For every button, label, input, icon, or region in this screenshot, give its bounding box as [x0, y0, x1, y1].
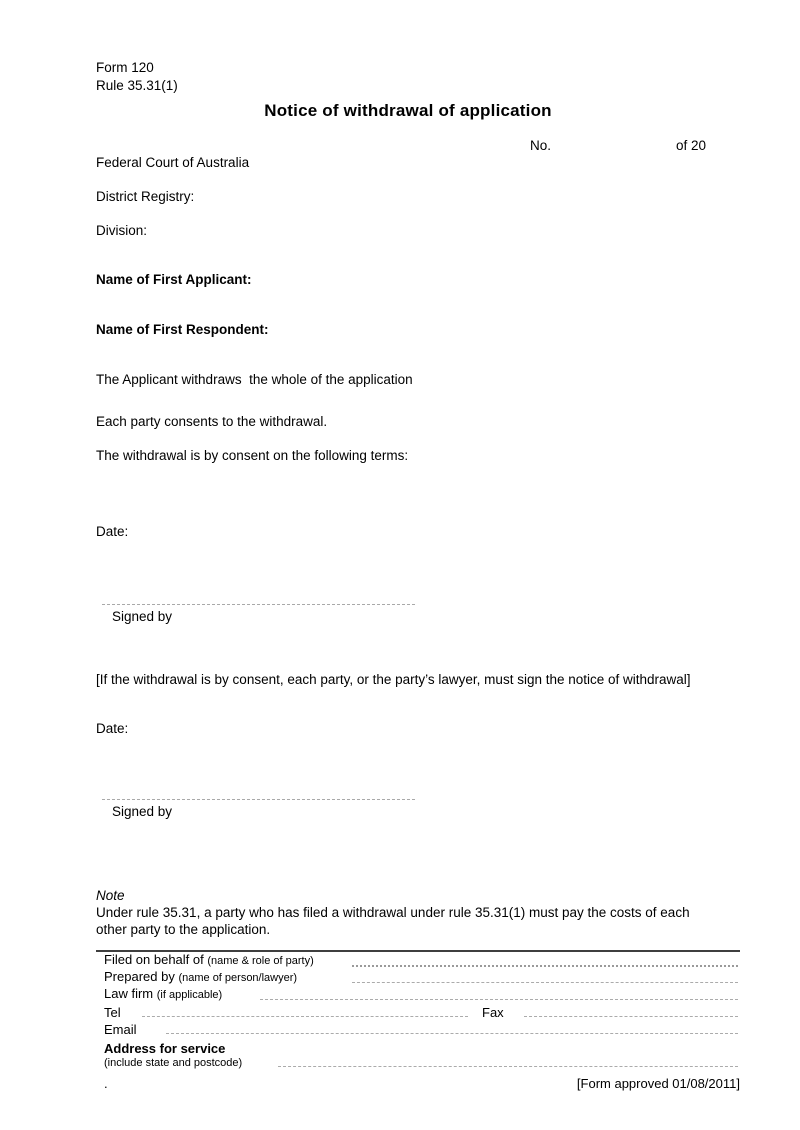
address-for-service-label-text: Address for service: [104, 1041, 226, 1056]
court-name: Federal Court of Australia: [96, 155, 250, 170]
prepared-by-hint: (name of person/lawyer): [178, 972, 298, 984]
address-for-service-label: [96, 1042, 272, 1070]
footer-table: [96, 950, 740, 1090]
consent-signing-note: [If the withdrawal is by consent, each party, or the party’s lawyer, must sign the notice of withdrawal]: [96, 672, 691, 687]
prepared-by-label: [96, 969, 346, 986]
terms-statement: The withdrawal is by consent on the following terms:: [96, 448, 409, 463]
address-for-service-fill-line: [278, 1066, 738, 1067]
withdrawal-statement: The Applicant withdraws the whole of the application: [96, 372, 413, 387]
first-applicant-label: Name of First Applicant:: [96, 272, 252, 287]
law-firm-label: [96, 986, 254, 1003]
filed-on-behalf-hint: (name & role of party): [207, 955, 314, 967]
email-row: [96, 1020, 740, 1037]
address-for-service-hint: (include state and postcode): [104, 1057, 243, 1069]
document-title: Notice of withdrawal of application: [264, 101, 552, 120]
note-heading: Note: [96, 888, 125, 903]
prepared-by-fill-line: [352, 982, 738, 983]
prepared-by-label-text: Prepared by: [104, 969, 175, 984]
signed-by-label-second: Signed by: [112, 804, 173, 819]
trailing-dot: .: [104, 1076, 108, 1091]
law-firm-hint: (if applicable): [156, 989, 223, 1001]
email-fill-line: [166, 1033, 738, 1034]
date-label-first: Date:: [96, 524, 129, 539]
date-label-second: Date:: [96, 721, 129, 736]
division-label: Division:: [96, 223, 148, 238]
filed-on-behalf-label-text: Filed on behalf of: [104, 952, 204, 967]
filed-on-behalf-fill-line: [352, 965, 738, 967]
tel-fax-row: [96, 1003, 740, 1020]
signed-by-label-first: Signed by: [112, 609, 173, 624]
signature-line-first: [102, 604, 415, 605]
signature-line-second: [102, 799, 415, 800]
consent-statement: Each party consents to the withdrawal.: [96, 414, 328, 429]
filed-on-behalf-label: [96, 952, 346, 969]
case-year-label: of 20: [676, 138, 707, 153]
law-firm-row: [96, 986, 740, 1003]
law-firm-label-text: Law firm: [104, 986, 154, 1001]
form-number: Form 120: [96, 60, 154, 75]
note-body: Under rule 35.31, a party who has filed a withdrawal under rule 35.31(1) must pay the costs of each other party to the application.: [96, 905, 690, 937]
email-label: Email: [104, 1022, 137, 1037]
prepared-by-row: [96, 969, 740, 986]
tel-fill-line: [142, 1016, 468, 1017]
first-respondent-label: Name of First Respondent:: [96, 322, 269, 337]
approval-row: [96, 1070, 740, 1090]
fax-label: Fax: [482, 1005, 504, 1020]
tel-label: Tel: [104, 1005, 121, 1020]
address-for-service-row: [96, 1037, 740, 1070]
case-number-label: No.: [530, 138, 552, 153]
district-registry-label: District Registry:: [96, 189, 195, 204]
fax-fill-line: [524, 1016, 738, 1017]
law-firm-fill-line: [260, 999, 738, 1000]
form-approved-text: [Form approved 01/08/2011]: [576, 1076, 740, 1091]
filed-on-behalf-row: [96, 952, 740, 969]
rule-number: Rule 35.31(1): [96, 78, 178, 93]
